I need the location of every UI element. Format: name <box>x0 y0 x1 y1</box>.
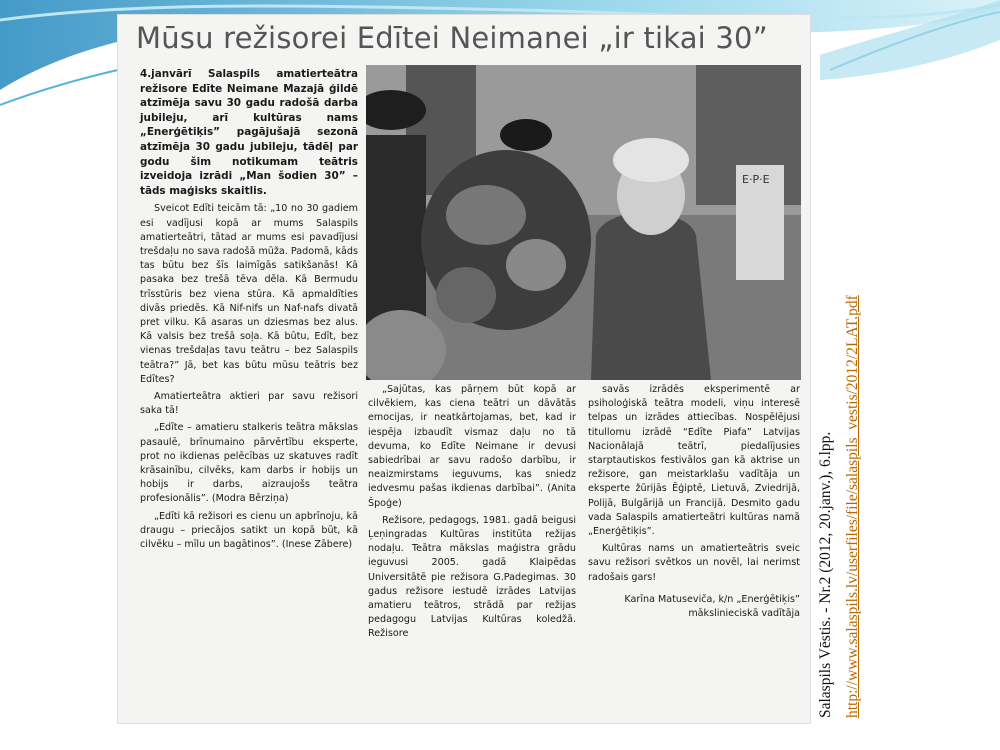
text-column-3 <box>588 383 800 624</box>
sign-text: E·P·E <box>742 173 770 186</box>
bio-paragraph: savās izrādēs eksperimentē ar psiholoģiskā teātra modeli, viņu interesē telpas un izrādes attiecības. Nospēlējusi titullomu izrādē “Edīte Piafa” Latvijas Nacionālajā teātrī, piedalījusies starptautiskos festivālos gan kā aktrise un režisore, gan meistarklašu vadītāja un eksperte žūrijās Ēģiptē, Lietuvā, Zviedrijā, Polijā, Bulgārijā un Francijā. Desmito gadu vada Salaspils amatierteātri kultūras namā „Enerģētiķis”. <box>588 384 800 538</box>
quote-paragraph: „Edīte – amatieru stalkeris teātra mākslas pasaulē, brīnumaino pārvērtību eksperte, prot no ikdienas pelēcības uz skatuves radīt krāsainību, cilvēks, kam darbs ir hobijs un hobijs ir darbs, aizraujošs teātra profesionālis”. (Modra Bērziņa) <box>140 422 358 505</box>
paragraph: Amatierteātra aktieri par savu režisori saka tā! <box>140 390 358 417</box>
quote-paragraph: „Edīti kā režisori es cienu un apbrīnoju, kā draugu – priecājos satikt un kopā būt, kā cilvēku – mīlu un bagātinos”. (Inese Zābere) <box>140 510 358 551</box>
source-link[interactable]: http://www.salaspils.lv/userfiles/file/salaspils_vestis/2012/2LAT.pdf <box>844 295 861 718</box>
quote-paragraph: „Sajūtas, kas pārņem būt kopā ar cilvēkiem, kas ciena teātri un dāvātās emocijas, ir neatkārtojamas, bet, kad ir iespēja izbaudīt vismaz daļu no tā devuma, ko Edīte Neimane ir devusi sabiedrībai ar savu radošo darbību, ir neaizmirstams ieguvums, kas sniedz iedvesmu pašas ikdienas darbībai”. (Anita Špoģe) <box>368 384 576 509</box>
text-column-1 <box>140 67 358 555</box>
photo-director-with-flowers <box>366 65 801 380</box>
text-column-2 <box>368 383 576 645</box>
bio-paragraph: Režisore, pedagogs, 1981. gadā beigusi Ļeņingradas Kultūras institūta režijas nodaļu. Teātra mākslas maģistra grādu ieguvusi 2005. gadā Klaipēdas Universitātē pie režisora G.Padegimas. 30 gadus režisore iestudē izrādes Latvijas amatieru teātros, strādā par režijas pedagogu Latvijas Kultūras koledžā. Režisore <box>368 514 576 640</box>
headline: Mūsu režisorei Edītei Neimanei „ir tikai 30” <box>136 21 768 55</box>
citation-text: Salaspils Vēstis. - Nr.2 (2012, 20.janv.), 6.lpp. <box>817 431 834 718</box>
source-citation <box>812 158 872 718</box>
newspaper-clipping <box>118 15 810 723</box>
paragraph: Sveicot Edīti teicām tā: „10 no 30 gadiem esi vadījusi kopā ar mums Salaspils amatierteātri, tātad ar mums esi pavadījusi trešdaļu no sava radošā mūža. Padomā, kāds tas būtu bez šīs laimīgās satikšanās! Kā pasaka bez trešā tēva dēla. Kā Bermudu trīsstūris bez viena stūra. Kā apmaldīties divās priedēs. Kā Nif-nifs un Naf-nafs divatā pret vilku. Kā asaras un dziesmas bez alus. Kā valsis bez trešā soļa. Kā būtu, Edīt, bez vienas trešdaļas tavu teātru – bez Salaspils teātra?” Jā, bet kas būtu mūsu teātris bez Edītes? <box>140 203 358 385</box>
signature: Karīna Matuseviča, k/n „Enerģētiķis” mākslinieciskā vadītāja <box>624 593 800 620</box>
greeting-paragraph: Kultūras nams un amatierteātris sveic savu režisori svētkos un novēl, lai nerimst radošais gars! <box>588 543 800 583</box>
lead-paragraph: 4.janvārī Salaspils amatierteātra režisore Edīte Neimane Mazajā ģildē atzīmēja savu 30 gadu radošā darba jubileju, arī kultūras nams „Enerģētiķis” pagājušajā sezonā atzīmēja 30 gadu jubileju, tādēļ par godu šim notikumam teātris izveidoja izrādi „Man šodien 30” – tāds maģisks skaitlis. <box>140 68 358 197</box>
